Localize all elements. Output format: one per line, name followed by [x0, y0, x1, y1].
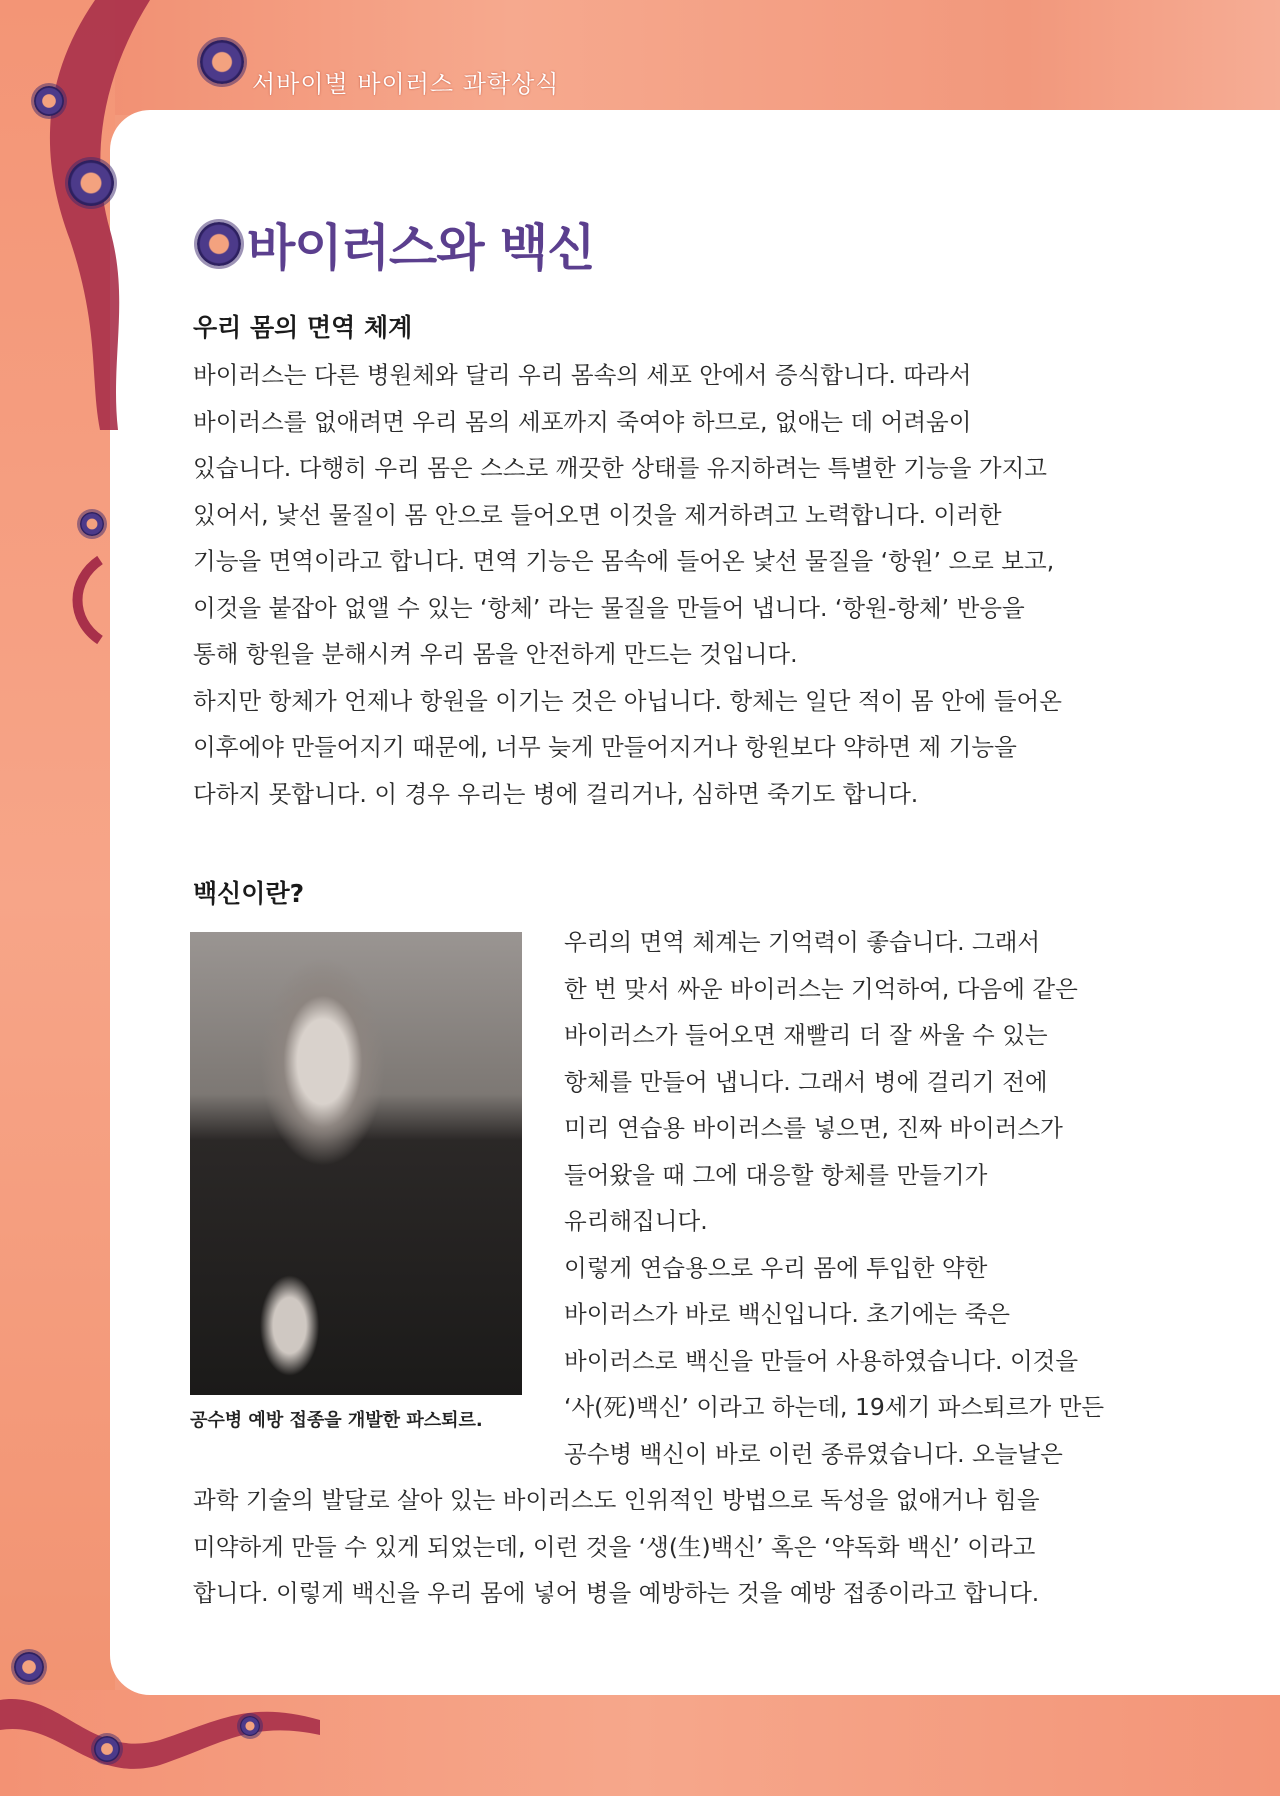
- virus-icon: [68, 160, 114, 206]
- body-line: 합니다. 이렇게 백신을 우리 몸에 넣어 병을 예방하는 것을 예방 접종이라고 합니다.: [193, 1579, 1040, 1607]
- pasteur-portrait-photo: [190, 932, 522, 1395]
- body-line: 하지만 항체가 언제나 항원을 이기는 것은 아닙니다. 항체는 일단 적이 몸 안에 들어온: [193, 686, 1062, 715]
- body-line: 바이러스가 바로 백신입니다. 초기에는 죽은: [564, 1300, 1010, 1328]
- body-line: 바이러스를 없애려면 우리 몸의 세포까지 죽여야 하므로, 없애는 데 어려움이: [193, 407, 972, 436]
- page-title-text: 바이러스와 백신: [247, 219, 595, 277]
- body-line: 미약하게 만들 수 있게 되었는데, 이런 것을 ‘생(生)백신’ 혹은 ‘약독화 백신’ 이라고: [193, 1532, 1036, 1561]
- body-line: 이것을 붙잡아 없앨 수 있는 ‘항체’ 라는 물질을 만들어 냅니다. ‘항원-항체’ 반응을: [193, 593, 1025, 622]
- section2-right-column: [564, 919, 1104, 1477]
- body-line: 통해 항원을 분해시켜 우리 몸을 안전하게 만드는 것입니다.: [193, 640, 798, 668]
- body-line: 있습니다. 다행히 우리 몸은 스스로 깨끗한 상태를 유지하려는 특별한 기능을 가지고: [193, 454, 1048, 482]
- virus-icon: [197, 222, 241, 266]
- section1-body: [193, 352, 1062, 817]
- virus-icon: [94, 1736, 120, 1762]
- section2-full-width-text: [193, 1477, 1040, 1617]
- section-heading-vaccine: 백신이란?: [193, 879, 305, 908]
- body-line: 다하지 못합니다. 이 경우 우리는 병에 걸리거나, 심하면 죽기도 합니다.: [193, 779, 919, 808]
- body-line: 항체를 만들어 냅니다. 그래서 병에 걸리기 전에: [564, 1067, 1048, 1096]
- body-line: 과학 기술의 발달로 살아 있는 바이러스도 인위적인 방법으로 독성을 없애거나 힘을: [193, 1486, 1040, 1514]
- body-line: 유리해집니다.: [564, 1207, 708, 1235]
- body-line: ‘사(死)백신’ 이라고 하는데, 19세기 파스퇴르가 만든: [564, 1393, 1105, 1421]
- section-heading-immune-system: 우리 몸의 면역 체계: [193, 313, 413, 342]
- body-line: 미리 연습용 바이러스를 넣으면, 진짜 바이러스가: [564, 1114, 1063, 1142]
- virus-icon: [34, 86, 64, 116]
- virus-icon: [80, 512, 104, 536]
- body-line: 공수병 백신이 바로 이런 종류였습니다. 오늘날은: [564, 1439, 1063, 1468]
- photo-caption: 공수병 예방 접종을 개발한 파스퇴르.: [190, 1410, 483, 1431]
- virus-icon: [240, 1716, 260, 1736]
- body-line: 바이러스로 백신을 만들어 사용하였습니다. 이것을: [564, 1346, 1079, 1375]
- body-line: 들어왔을 때 그에 대응할 항체를 만들기가: [564, 1160, 988, 1189]
- body-line: 있어서, 낯선 물질이 몸 안으로 들어오면 이것을 제거하려고 노력합니다. 이러한: [193, 500, 1002, 529]
- body-line: 이렇게 연습용으로 우리 몸에 투입한 약한: [564, 1253, 988, 1282]
- body-line: 이후에야 만들어지기 때문에, 너무 늦게 만들어지거나 항원보다 약하면 제 기능을: [193, 733, 1017, 761]
- body-line: 우리의 면역 체계는 기억력이 좋습니다. 그래서: [564, 928, 1041, 956]
- virus-icon: [200, 40, 244, 84]
- body-line: 바이러스는 다른 병원체와 달리 우리 몸속의 세포 안에서 증식합니다. 따라서: [193, 361, 972, 389]
- virus-icon: [14, 1652, 44, 1682]
- series-title: 서바이벌 바이러스 과학상식: [252, 70, 560, 98]
- page-title: [197, 208, 595, 280]
- body-line: 바이러스가 들어오면 재빨리 더 잘 싸울 수 있는: [564, 1021, 1048, 1049]
- body-line: 기능을 면역이라고 합니다. 면역 기능은 몸속에 들어온 낯선 물질을 ‘항원’ 으로 보고,: [193, 547, 1055, 575]
- body-line: 한 번 맞서 싸운 바이러스는 기억하여, 다음에 같은: [564, 974, 1078, 1003]
